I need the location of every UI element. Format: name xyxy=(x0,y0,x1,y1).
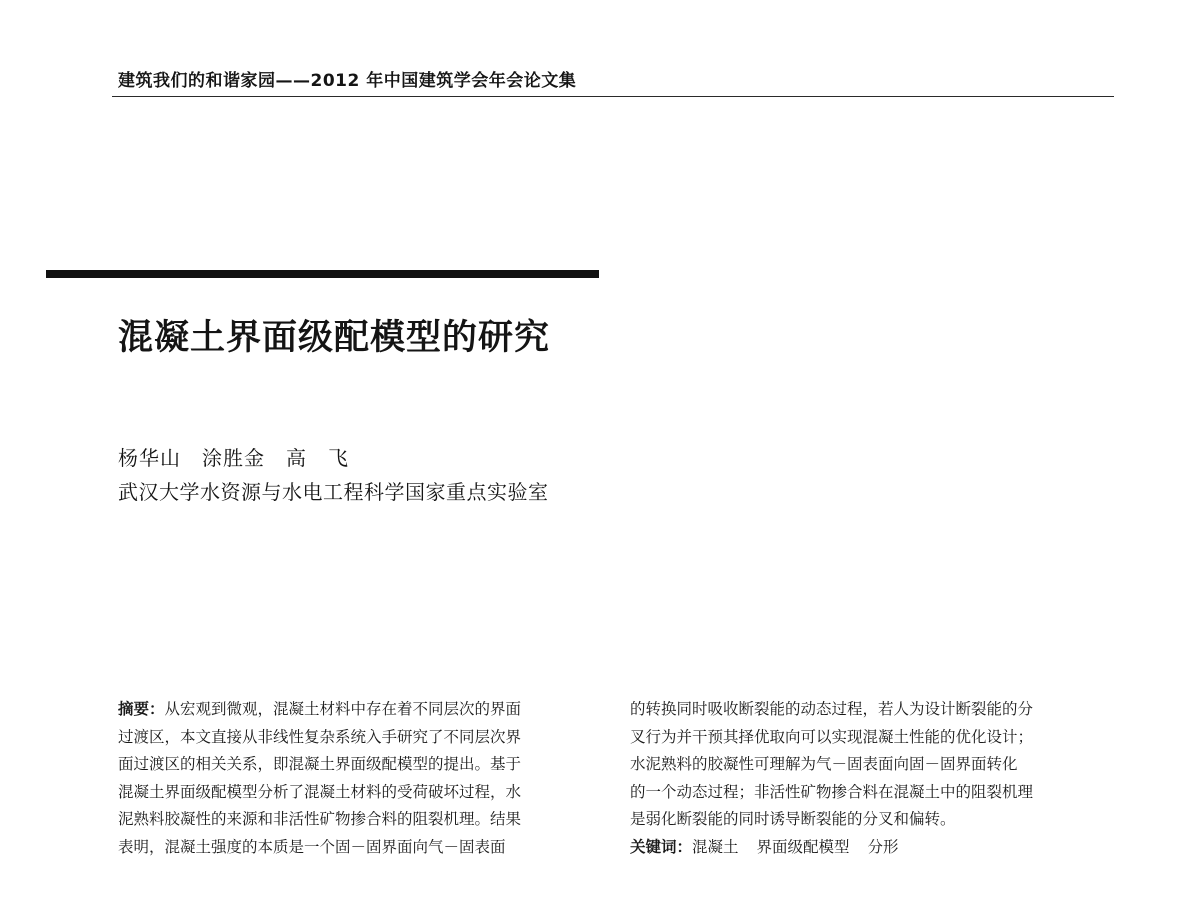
keyword: 界面级配模型 xyxy=(756,837,850,856)
running-header: 建筑我们的和谐家园——2012 年中国建筑学会年会论文集 xyxy=(118,71,577,91)
abstract-line: 水泥熟料的胶凝性可理解为气－固表面向固－固界面转化 xyxy=(630,755,1018,773)
abstract-column-right xyxy=(630,696,1033,861)
abstract-line: 叉行为并干预其择优取向可以实现混凝土性能的优化设计； xyxy=(630,727,1034,746)
abstract-line: 混凝土界面级配模型分析了混凝土材料的受荷破坏过程，水 xyxy=(118,782,522,801)
abstract-line: 的一个动态过程；非活性矿物掺合料在混凝土中的阻裂机理 xyxy=(630,782,1034,801)
abstract-line: 过渡区，本文直接从非线性复杂系统入手研究了不同层次界 xyxy=(118,727,522,746)
keyword: 分形 xyxy=(867,837,899,856)
abstract-line: 的转换同时吸收断裂能的动态过程，若人为设计断裂能的分 xyxy=(630,700,1034,718)
abstract-column-left xyxy=(118,696,521,861)
authors: 杨华山 涂胜金 高 飞 xyxy=(118,446,349,470)
paper-title: 混凝土界面级配模型的研究 xyxy=(118,318,551,358)
affiliation: 武汉大学水资源与水电工程科学国家重点实验室 xyxy=(118,480,549,504)
keyword: 混凝土 xyxy=(692,837,739,856)
keywords-label: 关键词： xyxy=(630,837,693,856)
abstract-line: 是弱化断裂能的同时诱导断裂能的分叉和偏转。 xyxy=(630,810,956,828)
abstract-line: 泥熟料胶凝性的来源和非活性矿物掺合料的阻裂机理。结果 xyxy=(118,810,522,828)
abstract-line xyxy=(118,696,521,724)
abstract-line: 表明，混凝土强度的本质是一个固－固界面向气－固表面 xyxy=(118,837,506,856)
title-bar xyxy=(46,270,599,278)
header-rule xyxy=(112,96,1114,97)
abstract-line: 面过渡区的相关关系，即混凝土界面级配模型的提出。基于 xyxy=(118,755,522,773)
keywords-line xyxy=(630,834,1033,862)
abstract-text: 从宏观到微观，混凝土材料中存在着不同层次的界面 xyxy=(164,700,522,718)
abstract-label: 摘要： xyxy=(118,700,165,718)
